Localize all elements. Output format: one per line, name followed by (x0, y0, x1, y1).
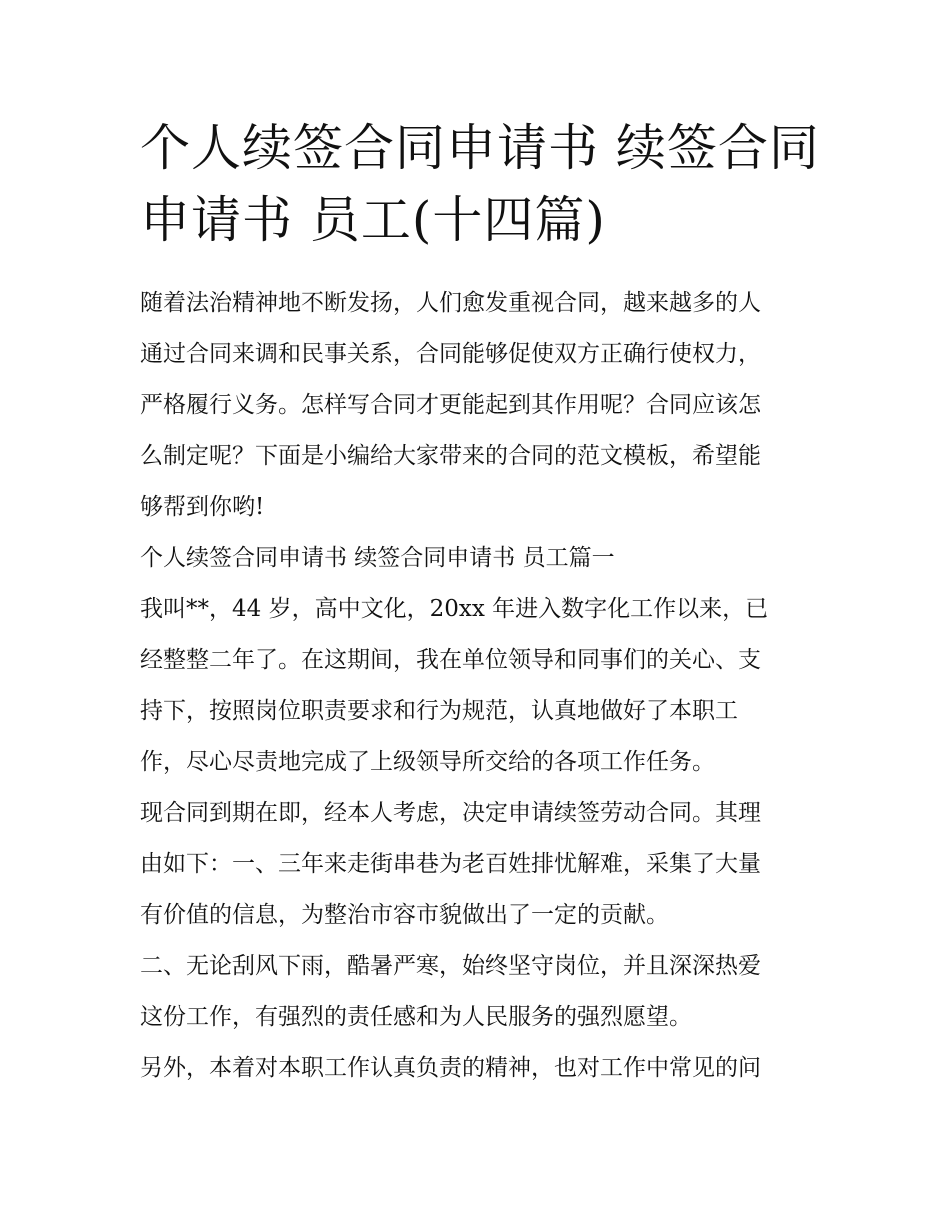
intro-line: 够帮到你哟! (140, 494, 265, 520)
paragraph-line: 现合同到期在即，经本人考虑，决定申请续签劳动合同。其理 (140, 800, 761, 826)
paragraph-line: 我叫**，44 岁，高中文化，20xx 年进入数字化工作以来，已 (140, 596, 769, 622)
title-line: 申请书 员工(十四篇) (140, 191, 606, 249)
paragraph-line: 这份工作，有强烈的责任感和为人民服务的强烈愿望。 (140, 1004, 692, 1030)
section-heading: 个人续签合同申请书 续签合同申请书 员工篇一 (140, 545, 615, 571)
paragraph-line: 另外，本着对本职工作认真负责的精神，也对工作中常见的问 (140, 1055, 761, 1081)
title-line: 个人续签合同申请书 续签合同 (140, 119, 820, 177)
paragraph-line: 二、无论刮风下雨，酷暑严寒，始终坚守岗位，并且深深热爱 (140, 953, 761, 979)
paragraph-line: 持下，按照岗位职责要求和行为规范，认真地做好了本职工 (140, 698, 738, 724)
document-title (140, 112, 820, 256)
paragraph-line: 有价值的信息，为整治市容市貌做出了一定的贡献。 (140, 902, 669, 928)
document-body (140, 278, 830, 1094)
intro-line: 随着法治精神地不断发扬，人们愈发重视合同，越来越多的人 (140, 290, 761, 316)
paragraph-line: 经整整二年了。在这期间，我在单位领导和同事们的关心、支 (140, 647, 761, 673)
paragraph-line: 由如下：一、三年来走街串巷为老百姓排忧解难，采集了大量 (140, 851, 761, 877)
paragraph-line: 作，尽心尽责地完成了上级领导所交给的各项工作任务。 (140, 749, 715, 775)
intro-line: 严格履行义务。怎样写合同才更能起到其作用呢？合同应该怎 (140, 392, 761, 418)
intro-line: 通过合同来调和民事关系，合同能够促使双方正确行使权力， (140, 341, 761, 367)
intro-line: 么制定呢？下面是小编给大家带来的合同的范文模板，希望能 (140, 443, 761, 469)
